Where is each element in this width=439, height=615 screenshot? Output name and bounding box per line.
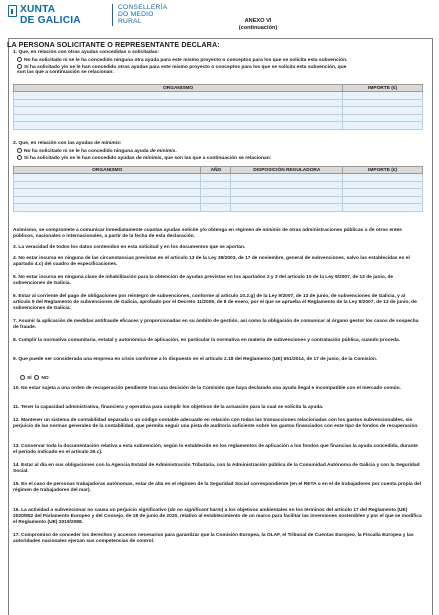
list-item: 14. Estar al día en sus obligaciones con la Agencia Estatal de Administración Tributaria, con la Administración pública de la Comunidad Autónoma de Galicia y con la Seguridad Social. <box>13 463 420 475</box>
q2-importe-cell[interactable] <box>343 204 423 212</box>
q2-col-anio: AÑO <box>201 167 231 174</box>
q1-organismo-cell[interactable] <box>14 92 343 100</box>
q2-organismo-cell[interactable] <box>14 174 201 182</box>
q1-importe-cell[interactable] <box>343 114 423 122</box>
list-item: 6. Estar al corriente del pago de obligaciones por reintegro de subvenciones, conforme al artículo 10.2.g) de la Ley 9/2007, de 13 de junio, de subvenciones de Galicia, y al artículo 9 del Reglamento de subvenciones de Galicia, aprobado por el Decreto 11/2009, de 8 de enero, por el que se aprueba el Reglamento de la Ley 9/2007, de 13 de junio, de subvenciones de Galicia. <box>13 294 417 312</box>
annex-title: ANEXO VI <box>244 18 272 24</box>
table-row <box>14 196 423 204</box>
table-row <box>14 189 423 197</box>
q1-aid-table <box>13 84 423 130</box>
q2-anio-cell[interactable] <box>201 181 231 189</box>
q2-no-radio[interactable] <box>17 148 22 153</box>
table-row <box>14 99 423 107</box>
xunta-logo <box>8 4 108 28</box>
q2-disposicion-cell[interactable] <box>231 204 343 212</box>
q2-importe-cell[interactable] <box>343 189 423 197</box>
q2-yes-radio[interactable] <box>17 155 22 160</box>
list-item: 16. La actividad a subvencionar no causa un perjuicio significativo (do no significant harm) a los objetivos ambientales en los términos del artículo 17 del Reglamento (UE) 2020/852 del Parlamento Europeo y del Consejo, de 18 de junio de 2020, relativo al establecimiento de un marco para facilitar las inversiones sostenibles y por el que se modifica el Reglamento (UE) 2019/2088. <box>13 508 422 526</box>
q1-organismo-cell[interactable] <box>14 107 343 115</box>
q2-anio-cell[interactable] <box>201 204 231 212</box>
q2-importe-cell[interactable] <box>343 196 423 204</box>
q2-col-importe: IMPORTE (€) <box>343 167 423 174</box>
table-row <box>14 107 423 115</box>
list-item: 3. La veracidad de todos los datos contenidos en esta solicitud y en los documentos que se aportan. <box>13 245 246 250</box>
list-item: 13. Conservar toda la documentación relativa a esta subvención, según lo establecido en los reglamentos de aplicación a los fondos que financian la ayuda concedida, durante el periodo indicado en el artículo 26.c). <box>13 444 418 456</box>
list-item: 4. No estar incursa en ninguna de las circunstancias previstas en el artículo 13 de la Ley 38/2003, de 17 de noviembre, general de subvenciones, salvo las establecidas en el apartado 4.c) del cuadro de especificaciones. <box>13 256 410 268</box>
annex-heading <box>202 18 314 32</box>
department-name: CONSELLERÍA DO MEDIO RURAL <box>118 4 168 26</box>
q2-disposicion-cell[interactable] <box>231 181 343 189</box>
list-item: 8. Cumplir la normativa comunitaria, estatal y autonómica de aplicación, en particular la normativa en materia de subvenciones y contratación pública, cuando proceda. <box>13 338 401 343</box>
q1-option-yes: Sí ha solicitado y/o se le han concedido otras ayudas para este mismo proyecto o conceptos para los que se solicita esta subvención, que <box>17 64 346 71</box>
q2-anio-cell[interactable] <box>201 196 231 204</box>
q1-importe-cell[interactable] <box>343 107 423 115</box>
q2-importe-cell[interactable] <box>343 174 423 182</box>
q2-option-yes: Sí ha solicitado y/o se le han concedido ayudas de minimis, que son las que a continuación se relacionan: <box>17 155 271 162</box>
table-row <box>14 122 423 130</box>
list-item: 10. No estar sujeta a una orden de recuperación pendiente tras una decisión de la Comisión que haya declarado una ayuda ilegal e incompatible con el mercado común. <box>13 386 401 391</box>
table-row <box>14 181 423 189</box>
item9-no-radio[interactable] <box>34 375 39 380</box>
q2-option-no: No ha solicitado ni se le ha concedido ninguna ayuda de minimis. <box>17 148 177 155</box>
q2-col-disposicion: DISPOSICIÓN REGULADORA <box>231 167 343 174</box>
q1-organismo-cell[interactable] <box>14 122 343 130</box>
logo-line-1: XUNTA <box>20 4 56 15</box>
q2-anio-cell[interactable] <box>201 189 231 197</box>
q2-organismo-cell[interactable] <box>14 181 201 189</box>
list-item: 12. Mantener un sistema de contabilidad separada o un código contable adecuado en relación con todas las transacciones relacionadas con los gastos subvencionables, sin perjuicio de las normas generales de la contabilidad, que permita seguir una pista de auditoría suficiente sobre los gastos financiados con este tipo de fondos de recuperación. <box>13 418 419 430</box>
logo-divider <box>112 4 113 26</box>
q2-label: 2. Que, en relación con las ayudas de minimis: <box>13 141 122 146</box>
q1-organismo-cell[interactable] <box>14 114 343 122</box>
item9-si-radio[interactable] <box>20 375 25 380</box>
list-item: 7. Asumir la aplicación de medidas antifraude eficaces y proporcionadas en su ámbito de gestión, así como la obligación de comunicar al órgano gestor los casos de sospecha de fraude. <box>13 319 419 331</box>
q2-col-organismo: ORGANISMO <box>14 167 201 174</box>
q1-yes-radio[interactable] <box>17 64 22 69</box>
q2-organismo-cell[interactable] <box>14 196 201 204</box>
table-row <box>14 174 423 182</box>
q2-importe-cell[interactable] <box>343 181 423 189</box>
table-row <box>14 114 423 122</box>
commitment-paragraph: Asimismo, se compromete a comunicar inmediatamente cuantas ayudas solicite y/o obtenga en régimen de minimis de otras administraciones públicas o de otros entes públicos, nacionales o internacionales, a partir de la fecha de esta declaración. <box>13 228 403 240</box>
annex-subtitle: (continuación) <box>238 25 278 31</box>
q2-disposicion-cell[interactable] <box>231 196 343 204</box>
q1-option-yes-cont: son las que a continuación se relacionan: <box>17 70 115 75</box>
q2-organismo-cell[interactable] <box>14 204 201 212</box>
list-item: 11. Tener la capacidad administrativa, financiera y operativa para cumplir los objetivos de la actuación para la cual se solicita la ayuda. <box>13 405 324 410</box>
list-item: 5. No estar incursa en ninguna clase de inhabilitación para la obtención de ayudas previstas en los apartados 2 y 3 del artículo 10 de la Ley 9/2007, de 13 de junio, de subvenciones de Galicia. <box>13 275 394 287</box>
q2-organismo-cell[interactable] <box>14 189 201 197</box>
xunta-emblem-icon <box>8 5 17 17</box>
q1-col-organismo: ORGANISMO <box>14 85 343 92</box>
q1-label: 1. Que, en relación con otras ayudas concedidas o solicitadas: <box>13 50 159 55</box>
q2-disposicion-cell[interactable] <box>231 189 343 197</box>
q1-importe-cell[interactable] <box>343 122 423 130</box>
q2-disposicion-cell[interactable] <box>231 174 343 182</box>
q2-minimis-table <box>13 166 423 212</box>
item9-options: SÍ NO <box>20 375 49 382</box>
table-row <box>14 92 423 100</box>
list-item: 9. Que puede ser considerada una empresa en crisis conforme a lo dispuesto en el artículo 2.18 del Reglamento (UE) 651/2014, de 17 de junio, de la Comisión. <box>13 357 378 362</box>
section-title: LA PERSONA SOLICITANTE O REPRESENTANTE DECLARA: <box>7 40 220 49</box>
logo-line-2: DE GALICIA <box>20 15 81 26</box>
page-header <box>8 2 433 32</box>
list-item: 15. En el caso de personas trabajadoras autónomas, estar de alta en el régimen de la Seguridad Social correspondiente (en el RETA o en el de trabajadores por cuenta propia del régimen de trabajadores del mar). <box>13 482 422 494</box>
q1-option-no: No ha solicitado ni se le ha concedido ninguna otra ayuda para este mismo proyecto o conceptos para los que se solicita esta subvención. <box>17 57 347 64</box>
q1-col-importe: IMPORTE (€) <box>343 85 423 92</box>
q1-no-radio[interactable] <box>17 57 22 62</box>
q1-organismo-cell[interactable] <box>14 99 343 107</box>
q1-importe-cell[interactable] <box>343 99 423 107</box>
q1-importe-cell[interactable] <box>343 92 423 100</box>
q2-anio-cell[interactable] <box>201 174 231 182</box>
table-row <box>14 204 423 212</box>
list-item: 17. Compromiso de conceder los derechos y accesos necesarios para garantizar que la Comisión Europea, la OLAF, el Tribunal de Cuentas Europeo, la Fiscalía Europea y las autoridades nacionales ejerzan sus competencias de control. <box>13 533 414 545</box>
